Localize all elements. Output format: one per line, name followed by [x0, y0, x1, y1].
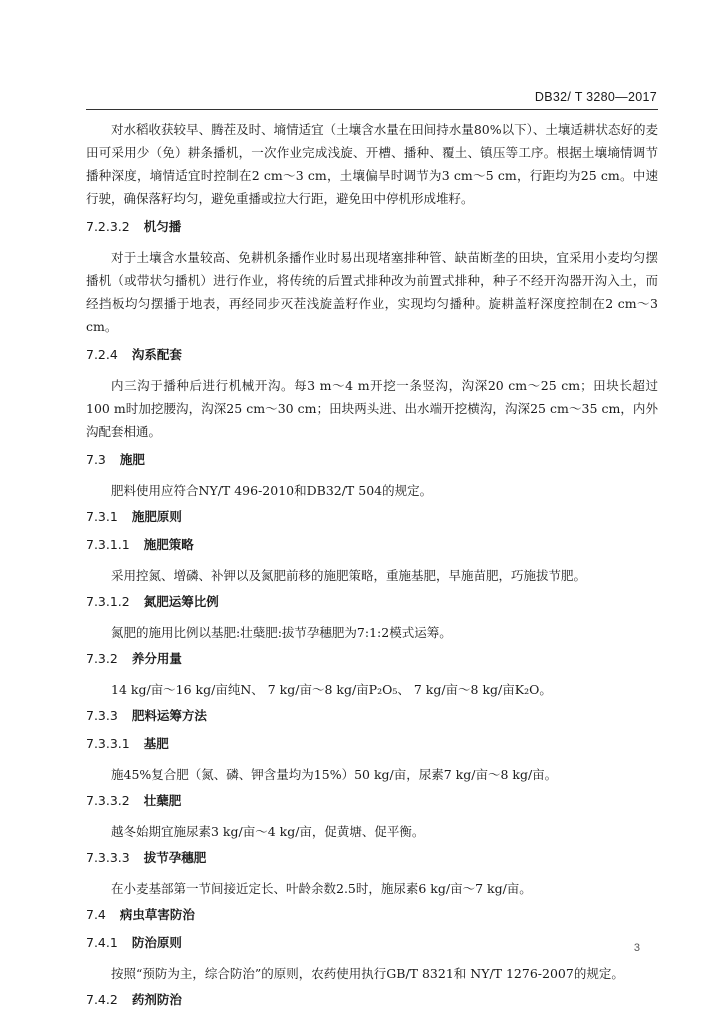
paragraph: 肥料使用应符合NY/T 496-2010和DB32/T 504的规定。 [111, 483, 433, 498]
section-heading [86, 218, 658, 236]
section-number: 7.3.3.2 [86, 793, 130, 808]
paragraph: 越冬始期宜施尿素3 kg/亩～4 kg/亩，促黄塘、促平衡。 [111, 824, 425, 839]
section-number: 7.3.1 [86, 509, 118, 524]
section-heading [86, 593, 658, 611]
section-heading [86, 508, 658, 526]
section-title: 氮肥运筹比例 [143, 594, 219, 609]
section-number: 7.3.3.3 [86, 850, 130, 865]
document-body [86, 118, 658, 1019]
section-title: 壮蘖肥 [143, 793, 182, 808]
section-title: 施肥 [119, 452, 145, 467]
paragraph: 施45%复合肥（氮、磷、钾含量均为15%）50 kg/亩，尿素7 kg/亩～8 kg/亩。 [111, 767, 558, 782]
section-title: 病虫草害防治 [119, 907, 195, 922]
section-number: 7.3 [86, 452, 106, 467]
section-number: 7.3.3.1 [86, 736, 130, 751]
paragraph: 按照“预防为主，综合防治”的原则，农药使用执行GB/T 8321和 NY/T 1276-2007的规定。 [111, 966, 624, 981]
section-number: 7.3.1.1 [86, 537, 130, 552]
section-heading [86, 451, 658, 469]
section-title: 机匀播 [143, 219, 182, 234]
section-title: 肥料运筹方法 [131, 708, 207, 723]
paragraph: 14 kg/亩～16 kg/亩纯N、 7 kg/亩～8 kg/亩P₂O₅、 7 kg/亩～8 kg/亩K₂O。 [111, 682, 552, 697]
section-heading [86, 792, 658, 810]
paragraph: 在小麦基部第一节间接近定长、叶龄余数2.5时，施尿素6 kg/亩～7 kg/亩。 [111, 881, 532, 896]
section-title: 防治原则 [131, 935, 182, 950]
section-title: 药剂防治 [131, 992, 182, 1007]
section-number: 7.2.4 [86, 347, 118, 362]
section-heading [86, 707, 658, 725]
paragraph: 对水稻收获较早、腾茬及时、墒情适宜（土壤含水量在田间持水量80%以下）、土壤适耕状态好的麦田可采用少（免）耕条播机，一次作业完成浅旋、开槽、播种、覆土、镇压等工序。根据土壤墒情调节播种深度，墒情适宜时控制在2 cm～3 cm，土壤偏旱时调节为3 cm～5 cm，行距均为25 cm。中速行驶，确保落籽均匀，避免重播或拉大行距，避免田中停机形成堆籽。 [86, 122, 658, 206]
section-heading [86, 991, 658, 1009]
section-heading [86, 735, 658, 753]
section-heading [86, 906, 658, 924]
paragraph: 采用控氮、增磷、补钾以及氮肥前移的施肥策略，重施基肥，早施苗肥，巧施拔节肥。 [111, 568, 587, 583]
section-title: 施肥策略 [143, 537, 194, 552]
paragraph: 内三沟于播种后进行机械开沟。每3 m～4 m开挖一条竖沟，沟深20 cm～25 cm；田块长超过100 m时加挖腰沟，沟深25 cm～30 cm；田块两头进、出水端开挖横沟，沟深25 cm～35 cm，内外沟配套相通。 [86, 378, 658, 439]
page-number: 3 [633, 942, 640, 954]
section-number: 7.3.1.2 [86, 594, 130, 609]
header-rule [86, 109, 658, 110]
section-heading [86, 346, 658, 364]
section-number: 7.4 [86, 907, 106, 922]
section-number: 7.2.3.2 [86, 219, 130, 234]
section-number: 7.3.2 [86, 651, 118, 666]
section-heading [86, 849, 658, 867]
paragraph: 对于土壤含水量较高、免耕机条播作业时易出现堵塞排种管、缺苗断垄的田块，宜采用小麦均匀摆播机（或带状匀播机）进行作业，将传统的后置式排种改为前置式排种，种子不经开沟器开沟入土，而经挡板均匀摆播于地表，再经同步灭茬浅旋盖籽作业，实现均匀播种。旋耕盖籽深度控制在2 cm～3 cm。 [86, 250, 658, 334]
section-number: 7.3.3 [86, 708, 118, 723]
section-title: 拔节孕穗肥 [143, 850, 207, 865]
section-title: 养分用量 [131, 651, 182, 666]
section-number: 7.4.2 [86, 992, 118, 1007]
section-title: 沟系配套 [131, 347, 182, 362]
paragraph: 氮肥的施用比例以基肥:壮蘖肥:拔节孕穗肥为7:1:2模式运筹。 [111, 625, 452, 640]
section-heading [86, 650, 658, 668]
standard-code: DB32/ T 3280—2017 [534, 90, 657, 104]
section-title: 基肥 [143, 736, 169, 751]
section-heading [86, 934, 658, 952]
section-number: 7.4.1 [86, 935, 118, 950]
section-heading [86, 536, 658, 554]
section-title: 施肥原则 [131, 509, 182, 524]
